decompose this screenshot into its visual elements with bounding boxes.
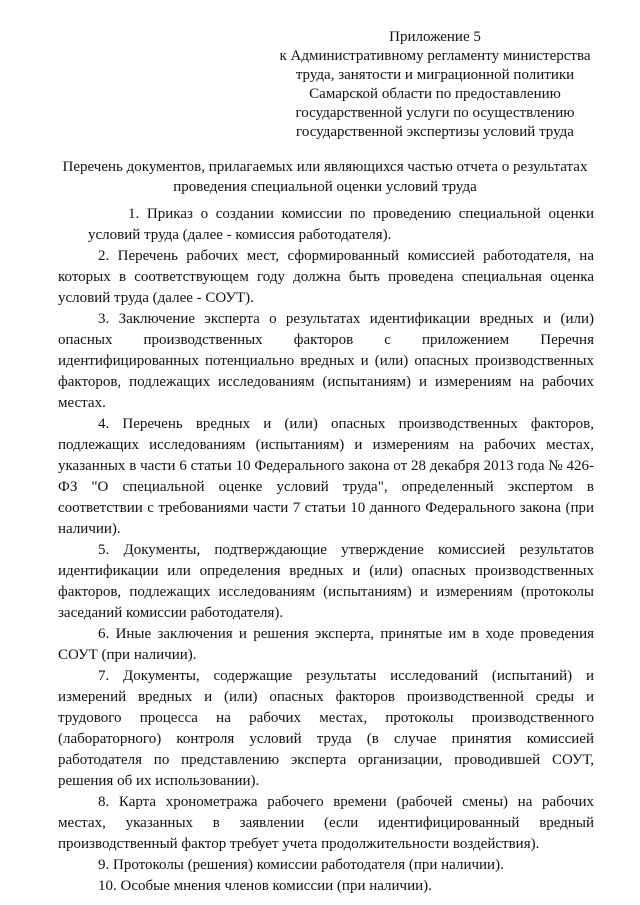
- document-list: [58, 204, 594, 897]
- header-line: государственной экспертизы условий труда: [296, 124, 574, 140]
- header-line: труда, занятости и миграционной политики: [295, 67, 575, 83]
- list-item: 5. Документы, подтверждающие утверждение комиссией результатов идентификации или определения вредных и (или) опасных производственных факторов, подлежащих исследованиям (испытаниям) и измерениям (протоколы заседаний комиссии работодателя).: [58, 542, 594, 621]
- list-item: 4. Перечень вредных и (или) опасных производственных факторов, подлежащих исследованиям (испытаниям) и измерениям на рабочих местах, указанных в части 6 статьи 10 Федерального закона от 28 декабря 2013 года № 426-ФЗ "О специальной оценке условий труда", определенный экспертом в соответствии с требованиями части 7 статьи 10 данного Федерального закона (при наличии).: [58, 416, 594, 537]
- list-item: 8. Карта хронометража рабочего времени (рабочей смены) на рабочих местах, указанных в заявлении (если идентифицированный вредный производственный фактор требует учета продолжительности воздействия).: [58, 794, 594, 852]
- title-line: Перечень документов, прилагаемых или являющихся частью отчета о результатах: [62, 159, 588, 175]
- list-item: 10. Особые мнения членов комиссии (при наличии).: [98, 878, 432, 894]
- list-item: 2. Перечень рабочих мест, сформированный комиссией работодателя, на которых в соответствующем году должна быть проведена специальная оценка условий труда (далее - СОУТ).: [58, 248, 594, 306]
- list-item: 1. Приказ о создании комиссии по проведению специальной оценки условий труда (далее - комиссия работодателя).: [88, 206, 594, 243]
- list-item: 7. Документы, содержащие результаты исследований (испытаний) и измерений вредных и (или) опасных факторов производственной среды и трудового процесса на рабочих местах, протоколы производственного (лабораторного) контроля условий труда (в случае принятия комиссией работодателя по представлению эксперта организации, проводившей СОУТ, решения об их использовании).: [58, 668, 594, 789]
- list-item: 3. Заключение эксперта о результатах идентификации вредных и (или) опасных производственных факторов с приложением Перечня идентифицированных потенциально вредных и (или) опасных производственных факторов, подлежащих исследованиям (испытаниям) и измерениям на рабочих местах.: [58, 311, 594, 411]
- header-line: Самарской области по предоставлению: [309, 86, 561, 102]
- header-line: Приложение 5: [389, 29, 481, 45]
- document-title: [40, 157, 610, 197]
- title-line: проведения специальной оценки условий труда: [173, 179, 477, 195]
- header-line: государственной услуги по осуществлению: [295, 105, 575, 121]
- list-item: 6. Иные заключения и решения эксперта, принятые им в ходе проведения СОУТ (при наличии).: [58, 626, 594, 663]
- list-item: 9. Протоколы (решения) комиссии работодателя (при наличии).: [98, 857, 504, 873]
- appendix-header: [270, 28, 600, 142]
- header-line: к Административному регламенту министерства: [279, 48, 591, 64]
